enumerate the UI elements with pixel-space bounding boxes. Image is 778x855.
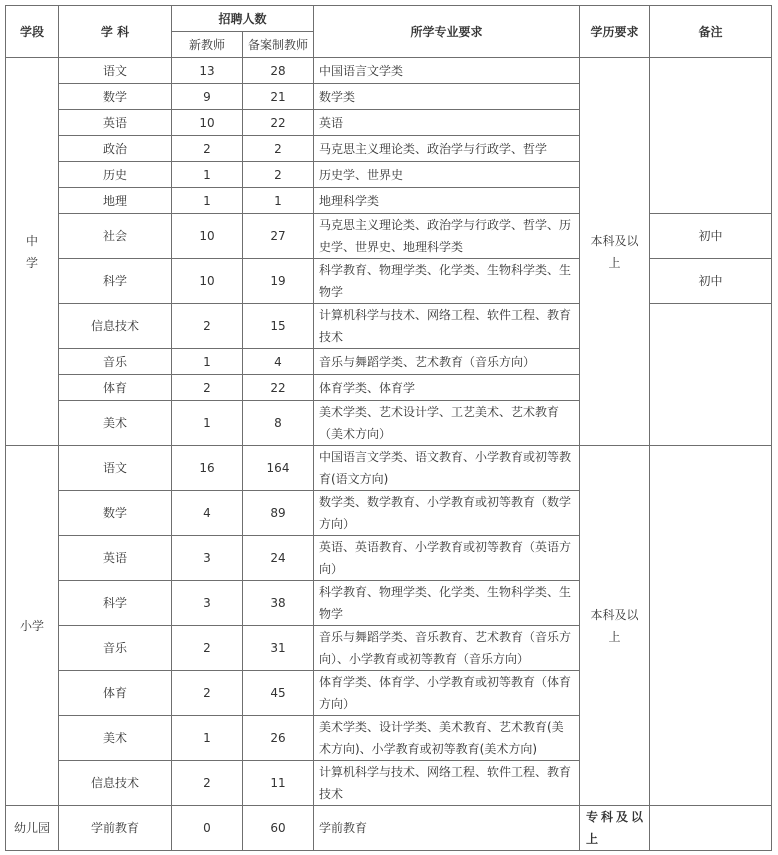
new-teacher-count: 10: [172, 110, 243, 136]
new-teacher-count: 3: [172, 581, 243, 626]
note-cell: [650, 446, 772, 806]
education-requirement: 本科及以上: [580, 58, 650, 446]
backup-teacher-count: 31: [243, 626, 314, 671]
major-requirement: 地理科学类: [314, 188, 580, 214]
stage-cell: 幼儿园: [6, 806, 59, 851]
major-requirement: 学前教育: [314, 806, 580, 851]
major-requirement: 音乐与舞蹈学类、艺术教育（音乐方向）: [314, 349, 580, 375]
subject-cell: 数学: [59, 84, 172, 110]
new-teacher-count: 10: [172, 259, 243, 304]
major-requirement: 马克思主义理论类、政治学与行政学、哲学、历史学、世界史、地理科学类: [314, 214, 580, 259]
major-requirement: 美术学类、艺术设计学、工艺美术、艺术教育（美术方向）: [314, 401, 580, 446]
education-requirement: 本科及以上: [580, 446, 650, 806]
subject-cell: 美术: [59, 716, 172, 761]
new-teacher-count: 1: [172, 162, 243, 188]
major-requirement: 数学类: [314, 84, 580, 110]
subject-cell: 体育: [59, 671, 172, 716]
major-requirement: 体育学类、体育学: [314, 375, 580, 401]
new-teacher-count: 3: [172, 536, 243, 581]
subject-cell: 社会: [59, 214, 172, 259]
subject-cell: 数学: [59, 491, 172, 536]
table-row: [6, 259, 772, 304]
note-cell: [650, 58, 772, 214]
header-note: 备注: [650, 6, 772, 58]
new-teacher-count: 1: [172, 716, 243, 761]
backup-teacher-count: 24: [243, 536, 314, 581]
header-backup-teacher: 备案制教师: [243, 32, 314, 58]
new-teacher-count: 2: [172, 136, 243, 162]
backup-teacher-count: 60: [243, 806, 314, 851]
backup-teacher-count: 2: [243, 136, 314, 162]
major-requirement: 音乐与舞蹈学类、音乐教育、艺术教育（音乐方向）、小学教育或初等教育（音乐方向）: [314, 626, 580, 671]
backup-teacher-count: 1: [243, 188, 314, 214]
backup-teacher-count: 21: [243, 84, 314, 110]
header-stage: 学段: [6, 6, 59, 58]
note-cell: [650, 304, 772, 446]
subject-cell: 英语: [59, 110, 172, 136]
stage-cell: 小学: [6, 446, 59, 806]
new-teacher-count: 0: [172, 806, 243, 851]
subject-cell: 科学: [59, 259, 172, 304]
subject-cell: 语文: [59, 446, 172, 491]
major-requirement: 马克思主义理论类、政治学与行政学、哲学: [314, 136, 580, 162]
subject-cell: 学前教育: [59, 806, 172, 851]
subject-cell: 地理: [59, 188, 172, 214]
stage-cell: 中 学: [6, 58, 59, 446]
backup-teacher-count: 15: [243, 304, 314, 349]
note-cell: 初中: [650, 214, 772, 259]
major-requirement: 中国语言文学类、语文教育、小学教育或初等教育(语文方向): [314, 446, 580, 491]
new-teacher-count: 4: [172, 491, 243, 536]
new-teacher-count: 2: [172, 626, 243, 671]
backup-teacher-count: 45: [243, 671, 314, 716]
backup-teacher-count: 22: [243, 375, 314, 401]
new-teacher-count: 13: [172, 58, 243, 84]
table-row: [6, 58, 772, 84]
subject-cell: 信息技术: [59, 761, 172, 806]
note-cell: [650, 806, 772, 851]
backup-teacher-count: 38: [243, 581, 314, 626]
backup-teacher-count: 26: [243, 716, 314, 761]
subject-cell: 历史: [59, 162, 172, 188]
backup-teacher-count: 4: [243, 349, 314, 375]
subject-cell: 英语: [59, 536, 172, 581]
major-requirement: 科学教育、物理学类、化学类、生物科学类、生物学: [314, 259, 580, 304]
new-teacher-count: 2: [172, 375, 243, 401]
new-teacher-count: 2: [172, 761, 243, 806]
header-subject: 学 科: [59, 6, 172, 58]
new-teacher-count: 2: [172, 304, 243, 349]
major-requirement: 体育学类、体育学、小学教育或初等教育（体育方向）: [314, 671, 580, 716]
subject-cell: 美术: [59, 401, 172, 446]
note-cell: 初中: [650, 259, 772, 304]
header-quota: 招聘人数: [172, 6, 314, 32]
major-requirement: 计算机科学与技术、网络工程、软件工程、教育技术: [314, 304, 580, 349]
new-teacher-count: 10: [172, 214, 243, 259]
recruitment-table: [5, 5, 772, 851]
major-requirement: 计算机科学与技术、网络工程、软件工程、教育技术: [314, 761, 580, 806]
subject-cell: 政治: [59, 136, 172, 162]
major-requirement: 英语、英语教育、小学教育或初等教育（英语方向）: [314, 536, 580, 581]
table-row: [6, 806, 772, 851]
new-teacher-count: 16: [172, 446, 243, 491]
backup-teacher-count: 22: [243, 110, 314, 136]
table-row: [6, 304, 772, 349]
major-requirement: 历史学、世界史: [314, 162, 580, 188]
new-teacher-count: 2: [172, 671, 243, 716]
subject-cell: 体育: [59, 375, 172, 401]
major-requirement: 美术学类、设计学类、美术教育、艺术教育(美术方向)、小学教育或初等教育(美术方向): [314, 716, 580, 761]
major-requirement: 科学教育、物理学类、化学类、生物科学类、生物学: [314, 581, 580, 626]
table-row: [6, 446, 772, 491]
backup-teacher-count: 28: [243, 58, 314, 84]
new-teacher-count: 1: [172, 349, 243, 375]
subject-cell: 音乐: [59, 349, 172, 375]
new-teacher-count: 1: [172, 401, 243, 446]
table-row: [6, 214, 772, 259]
major-requirement: 英语: [314, 110, 580, 136]
backup-teacher-count: 8: [243, 401, 314, 446]
major-requirement: 中国语言文学类: [314, 58, 580, 84]
new-teacher-count: 1: [172, 188, 243, 214]
education-requirement: 专科及以上: [580, 806, 650, 851]
header-new-teacher: 新教师: [172, 32, 243, 58]
subject-cell: 科学: [59, 581, 172, 626]
subject-cell: 信息技术: [59, 304, 172, 349]
backup-teacher-count: 89: [243, 491, 314, 536]
backup-teacher-count: 164: [243, 446, 314, 491]
table-body: [6, 58, 772, 851]
header-major: 所学专业要求: [314, 6, 580, 58]
header-education: 学历要求: [580, 6, 650, 58]
backup-teacher-count: 19: [243, 259, 314, 304]
backup-teacher-count: 11: [243, 761, 314, 806]
subject-cell: 语文: [59, 58, 172, 84]
backup-teacher-count: 2: [243, 162, 314, 188]
major-requirement: 数学类、数学教育、小学教育或初等教育（数学方向）: [314, 491, 580, 536]
new-teacher-count: 9: [172, 84, 243, 110]
backup-teacher-count: 27: [243, 214, 314, 259]
subject-cell: 音乐: [59, 626, 172, 671]
